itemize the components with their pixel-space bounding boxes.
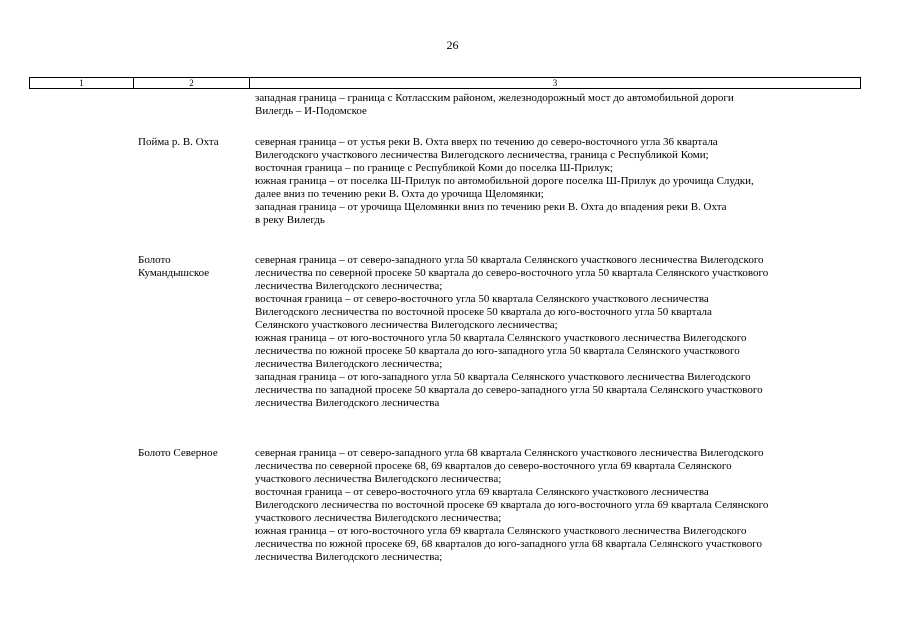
description-line: Вилегодского лесничества по восточной просеке 69 квартала до юго-восточного угла 69 квартала Селянского	[255, 499, 769, 511]
column-header-row	[29, 77, 861, 89]
name-line: Болото	[138, 254, 171, 266]
description-line: восточная граница – от северо-восточного угла 69 квартала Селянского участкового лесничества	[255, 486, 709, 498]
description-line: восточная граница – по границе с Республикой Коми до поселка Ш-Прилук;	[255, 162, 613, 174]
entry-name	[138, 254, 250, 280]
description-line: лесничества по южной просеке 69, 68 кварталов до юго-западного угла 68 квартала Селянского участкового	[255, 538, 763, 550]
column-header-2: 2	[134, 78, 250, 88]
entry-name	[138, 447, 250, 460]
description-line: лесничества по западной просеке 50 квартала до северо-западного угла 50 квартала Селянского участкового	[255, 384, 763, 396]
entry-description	[255, 447, 875, 564]
description-line: участкового лесничества Вилегодского лесничества;	[255, 473, 502, 485]
description-line: южная граница – от юго-восточного угла 50 квартала Селянского участкового лесничества Вилегодского	[255, 332, 747, 344]
entry-description	[255, 92, 875, 118]
description-line: лесничества Вилегодского лесничества;	[255, 551, 443, 563]
entry-name	[138, 136, 250, 149]
description-line: Вилегодского участкового лесничества Вилегодского лесничества, граница с Республикой Коми;	[255, 149, 709, 161]
description-line: лесничества по южной просеке 50 квартала до юго-западного угла 50 квартала Селянского участкового	[255, 345, 740, 357]
description-line: лесничества Вилегодского лесничества;	[255, 280, 443, 292]
description-line: западная граница – граница с Котласским районом, железнодорожный мост до автомобильной дороги	[255, 92, 734, 104]
description-line: лесничества по северной просеке 50 квартала до северо-восточного угла 50 квартала Селянского участкового	[255, 267, 769, 279]
description-line: лесничества по северной просеке 68, 69 кварталов до северо-восточного угла 69 квартала Селянского	[255, 460, 732, 472]
column-header-1: 1	[30, 78, 134, 88]
description-line: Вилегдь – И-Подомское	[255, 105, 367, 117]
name-line: Кумандышское	[138, 267, 210, 279]
description-line: южная граница – от поселка Ш-Прилук по автомобильной дороге поселка Ш-Прилук до урочища Слудки,	[255, 175, 754, 187]
entry-description	[255, 254, 875, 410]
description-line: Селянского участкового лесничества Вилегодского лесничества;	[255, 319, 558, 331]
description-line: северная граница – от устья реки В. Охта вверх по течению до северо-восточного угла 36 квартала	[255, 136, 718, 148]
description-line: северная граница – от северо-западного угла 68 квартала Селянского участкового лесничества Вилегодского	[255, 447, 764, 459]
description-line: далее вниз по течению реки В. Охта до урочища Щеломянки;	[255, 188, 544, 200]
description-line: в реку Вилегдь	[255, 214, 325, 226]
description-line: западная граница – от юго-западного угла 50 квартала Селянского участкового лесничества Вилегодского	[255, 371, 751, 383]
description-line: южная граница – от юго-восточного угла 69 квартала Селянского участкового лесничества Вилегодского	[255, 525, 747, 537]
description-line: лесничества Вилегодского лесничества;	[255, 358, 443, 370]
description-line: Вилегодского лесничества по восточной просеке 50 квартала до юго-восточного угла 50 квартала	[255, 306, 712, 318]
description-line: лесничества Вилегодского лесничества	[255, 397, 440, 409]
description-line: западная граница – от урочища Щеломянки вниз по течению реки В. Охта до впадения реки В. Охта	[255, 201, 727, 213]
name-line: Пойма р. В. Охта	[138, 136, 219, 148]
entry-description	[255, 136, 875, 227]
column-header-3: 3	[552, 78, 558, 88]
page-number: 26	[446, 38, 459, 52]
description-line: восточная граница – от северо-восточного угла 50 квартала Селянского участкового лесничества	[255, 293, 709, 305]
description-line: участкового лесничества Вилегодского лесничества;	[255, 512, 502, 524]
name-line: Болото Северное	[138, 447, 218, 459]
description-line: северная граница – от северо-западного угла 50 квартала Селянского участкового лесничества Вилегодского	[255, 254, 764, 266]
